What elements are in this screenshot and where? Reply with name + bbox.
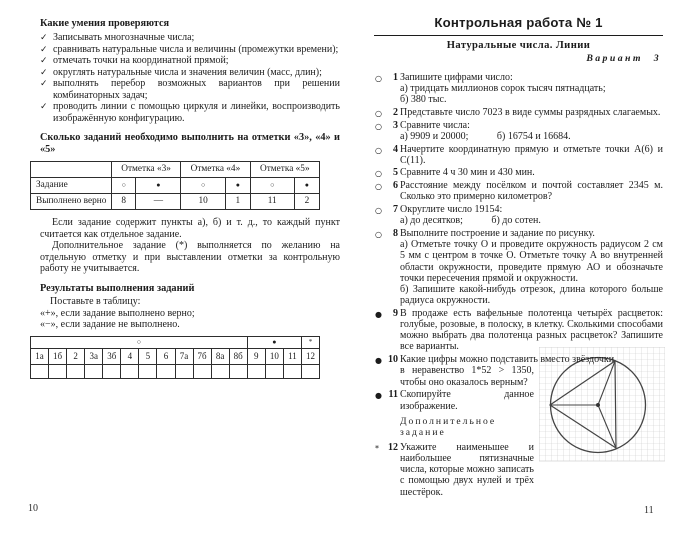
- answer-cell: [193, 365, 211, 379]
- open-circle-icon: ○: [375, 73, 382, 83]
- answer-cell: [85, 365, 103, 379]
- mark4-header: Отметка «4»: [181, 162, 250, 178]
- open-circle-icon: ○: [31, 336, 248, 348]
- left-page: [35, 18, 340, 379]
- col-header: 12: [301, 349, 319, 365]
- task-number: 11: [388, 389, 398, 401]
- task-number: 10: [388, 354, 398, 366]
- task-text: Сравните 4 ч 30 мин и 430 мин.: [400, 167, 535, 179]
- col-header: 9: [247, 349, 265, 365]
- col-header: 1а: [31, 349, 49, 365]
- answer-cell: [229, 365, 247, 379]
- answer-cell: [31, 365, 49, 379]
- task-5: [374, 167, 663, 178]
- col-header: 2: [67, 349, 85, 365]
- col-header: 6: [157, 349, 175, 365]
- done-value: 10: [181, 194, 226, 210]
- task-text: В продаже есть вафельные полотенца четырёх расцветок: голубые, розовые, в полоску, в клетку. Сколькими способами можно выбрать два полотенца разных расцветок? Запишите все варианты.: [400, 307, 663, 353]
- mark5-header: Отметка «5»: [250, 162, 319, 178]
- legend-minus: «−», если задание не выполнено.: [40, 319, 180, 331]
- task-7: [374, 204, 663, 226]
- task-8: [374, 228, 663, 306]
- filled-circle-icon: ●: [136, 178, 181, 194]
- answer-cell: [283, 365, 301, 379]
- done-value: 1: [226, 194, 251, 210]
- col-header: 11: [283, 349, 301, 365]
- col-header: 5: [139, 349, 157, 365]
- filled-circle-icon: ●: [247, 336, 301, 348]
- task-1: [374, 72, 663, 106]
- filled-circle-icon: ●: [226, 178, 251, 194]
- task-number: 7: [393, 204, 398, 216]
- answer-cell: [247, 365, 265, 379]
- task-text: Расстояние между посёлком и почтой составляет 2345 м. Сколько это примерно километров?: [400, 180, 663, 203]
- task-4: [374, 144, 663, 166]
- note-paragraph: Дополнительное задание (*) выполняется по желанию на отдельную отметку и при выставлении отметки за контрольную работу не учитывается.: [40, 240, 340, 275]
- task-sub-b: б) 380 тыс.: [400, 94, 447, 106]
- table-row: [31, 349, 320, 365]
- task-sub-b: б) 16754 и 16684.: [496, 130, 571, 142]
- page-title: Контрольная работа № 1: [434, 15, 603, 30]
- left-page-number: 10: [28, 503, 38, 514]
- task-number: 8: [393, 227, 398, 239]
- skills-item: [40, 32, 340, 44]
- extra-heading: Дополнительное задание: [400, 415, 497, 439]
- answer-cell: [211, 365, 229, 379]
- col-header: 3б: [103, 349, 121, 365]
- marks-table: [30, 161, 320, 210]
- skills-item: [40, 101, 340, 124]
- filled-circle-icon: ●: [375, 356, 382, 366]
- task-number: 12: [388, 441, 398, 453]
- task-text: Запишите цифрами число:: [400, 71, 513, 83]
- task-number: 9: [393, 307, 398, 319]
- open-circle-icon: ○: [375, 182, 382, 192]
- open-circle-icon: ○: [375, 169, 382, 179]
- task-sub-b: б) Запишите какой-нибудь отрезок, длина которого больше радиуса окружности.: [400, 283, 663, 307]
- answer-cell: [103, 365, 121, 379]
- task-10: [374, 354, 663, 388]
- table-row: [31, 365, 320, 379]
- checkmark-icon: ✓: [40, 66, 48, 77]
- extra-section: [374, 416, 663, 439]
- task-number: 2: [393, 106, 398, 118]
- task-text: Округлите число 19154:: [400, 204, 503, 216]
- checkmark-icon: ✓: [40, 32, 48, 43]
- col-header: 1б: [49, 349, 67, 365]
- col-header: 8а: [211, 349, 229, 365]
- answer-cell: [49, 365, 67, 379]
- answer-cell: [67, 365, 85, 379]
- task-text: Сравните числа:: [400, 119, 470, 131]
- task-3: [374, 120, 663, 142]
- skills-item: [40, 78, 340, 101]
- title-rule: [374, 35, 663, 36]
- col-header: 7а: [175, 349, 193, 365]
- col-header: 3а: [85, 349, 103, 365]
- skills-heading: Какие умения проверяются: [40, 18, 170, 29]
- task-text: Укажите наименьшее и наибольшее пятизначные числа, которые можно записать с помощью двух нулей и трёх шестёрок.: [400, 441, 534, 498]
- done-value: 11: [250, 194, 294, 210]
- table-row: [31, 178, 320, 194]
- skills-item: [40, 44, 340, 56]
- answer-cell: [121, 365, 139, 379]
- answer-cell: [157, 365, 175, 379]
- skills-list: [40, 32, 340, 124]
- done-row-label: Выполнено верно: [31, 194, 112, 210]
- checkmark-icon: ✓: [40, 101, 48, 112]
- col-header: 4: [121, 349, 139, 365]
- answer-cell: [139, 365, 157, 379]
- col-header: 7б: [193, 349, 211, 365]
- skills-item: [40, 67, 340, 79]
- col-header: 8б: [229, 349, 247, 365]
- task-text-rest: в неравенство 1*52 > 1350, чтобы оно оказалось верным?: [400, 365, 534, 388]
- skills-item: [40, 55, 340, 67]
- task-number: 1: [393, 71, 398, 83]
- open-circle-icon: ○: [375, 206, 382, 216]
- task-text: Представьте число 7023 в виде суммы разрядных слагаемых.: [400, 106, 661, 118]
- skills-item-text: округлять натуральные числа и значения величин (масс, длин);: [53, 66, 322, 78]
- task-12: [374, 442, 663, 498]
- task-number: 6: [393, 180, 398, 192]
- table-row: [31, 336, 320, 348]
- done-value: 2: [294, 194, 319, 210]
- right-page-number: 11: [644, 505, 654, 516]
- note-paragraph: Если задание содержит пункты а), б) и т. д., то каждый пункт считается как отдельное задание.: [40, 217, 340, 240]
- task-subs: [400, 131, 663, 142]
- open-circle-icon: ○: [375, 145, 382, 155]
- skills-item-text: проводить линии с помощью циркуля и линейки, воспроизводить изображённую конфигурацию.: [53, 101, 340, 124]
- table-row: [31, 194, 320, 210]
- task-text: Начертите координатную прямую и отметьте точки А(6) и С(11).: [400, 143, 663, 166]
- task-9: [374, 308, 663, 353]
- task-row-label: Задание: [31, 178, 112, 194]
- results-intro: Поставьте в таблицу:: [50, 296, 141, 308]
- mark3-header: Отметка «3»: [111, 162, 180, 178]
- answer-cell: [175, 365, 193, 379]
- open-circle-icon: ○: [250, 178, 294, 194]
- done-value: 8: [111, 194, 136, 210]
- skills-item-text: выполнять перебор возможных вариантов при решении комбинаторных задач;: [53, 78, 340, 101]
- table-row: [31, 162, 320, 178]
- checkmark-icon: ✓: [40, 78, 48, 89]
- checkmark-icon: ✓: [40, 43, 48, 54]
- results-heading: Результаты выполнения заданий: [40, 282, 195, 294]
- task-text: Выполните построение и задание по рисунку.: [400, 227, 595, 239]
- task-number: 5: [393, 167, 398, 179]
- open-circle-icon: ○: [375, 229, 382, 239]
- task-6: [374, 180, 663, 202]
- variant-label: Вариант 3: [586, 53, 661, 65]
- open-circle-icon: ○: [375, 121, 382, 131]
- legend-plus: «+», если задание выполнено верно;: [40, 307, 195, 319]
- filled-circle-icon: ●: [294, 178, 319, 194]
- done-value: —: [136, 194, 181, 210]
- marks-heading: Сколько заданий необходимо выполнить на отметки «3», «4» и «5»: [40, 132, 340, 156]
- open-circle-icon: ○: [181, 178, 226, 194]
- task-sub-a: а) тридцать миллионов сорок тысяч пятнадцать;: [400, 83, 606, 95]
- skills-item-text: Записывать многозначные числа;: [53, 32, 195, 44]
- open-circle-icon: ○: [111, 178, 136, 194]
- table-corner-cell: [31, 162, 112, 178]
- answer-cell: [265, 365, 283, 379]
- skills-item-text: отмечать точки на координатной прямой;: [53, 55, 229, 67]
- results-table: [30, 336, 320, 379]
- right-page: [374, 15, 663, 499]
- task-sub-a: а) 9909 и 20000;: [400, 130, 469, 142]
- filled-circle-icon: ●: [375, 391, 382, 401]
- task-11: [374, 389, 663, 411]
- task-number: 4: [393, 143, 398, 155]
- skills-item-text: сравнивать натуральные числа и величины (промежутки времени);: [53, 43, 339, 55]
- task-text: Скопируйте данное изображение.: [400, 389, 534, 412]
- col-header: 10: [265, 349, 283, 365]
- task-text-line1: Какие цифры можно подставить вместо звёздочки: [400, 354, 615, 366]
- star-icon: *: [375, 443, 379, 453]
- page-subtitle: Натуральные числа. Линии: [446, 40, 591, 51]
- task-2: [374, 107, 663, 118]
- task-sub-a: а) Отметьте точку О и проведите окружность радиусом 2 см 5 мм с центром в точке О. Отметьте точку А во внутренней области окружности, проведите прямую АО и обозначьте точки пересечения прямой и окружности.: [400, 239, 663, 284]
- task-sub-a: а) до десятков;: [400, 215, 463, 227]
- star-icon: *: [301, 336, 319, 348]
- task-subs: [400, 215, 663, 226]
- task-number: 3: [393, 119, 398, 131]
- answer-cell: [301, 365, 319, 379]
- task-sub-b: б) до сотен.: [491, 215, 541, 227]
- filled-circle-icon: ●: [375, 309, 382, 319]
- open-circle-icon: ○: [375, 108, 382, 118]
- checkmark-icon: ✓: [40, 55, 48, 66]
- bottom-zone: [374, 354, 663, 498]
